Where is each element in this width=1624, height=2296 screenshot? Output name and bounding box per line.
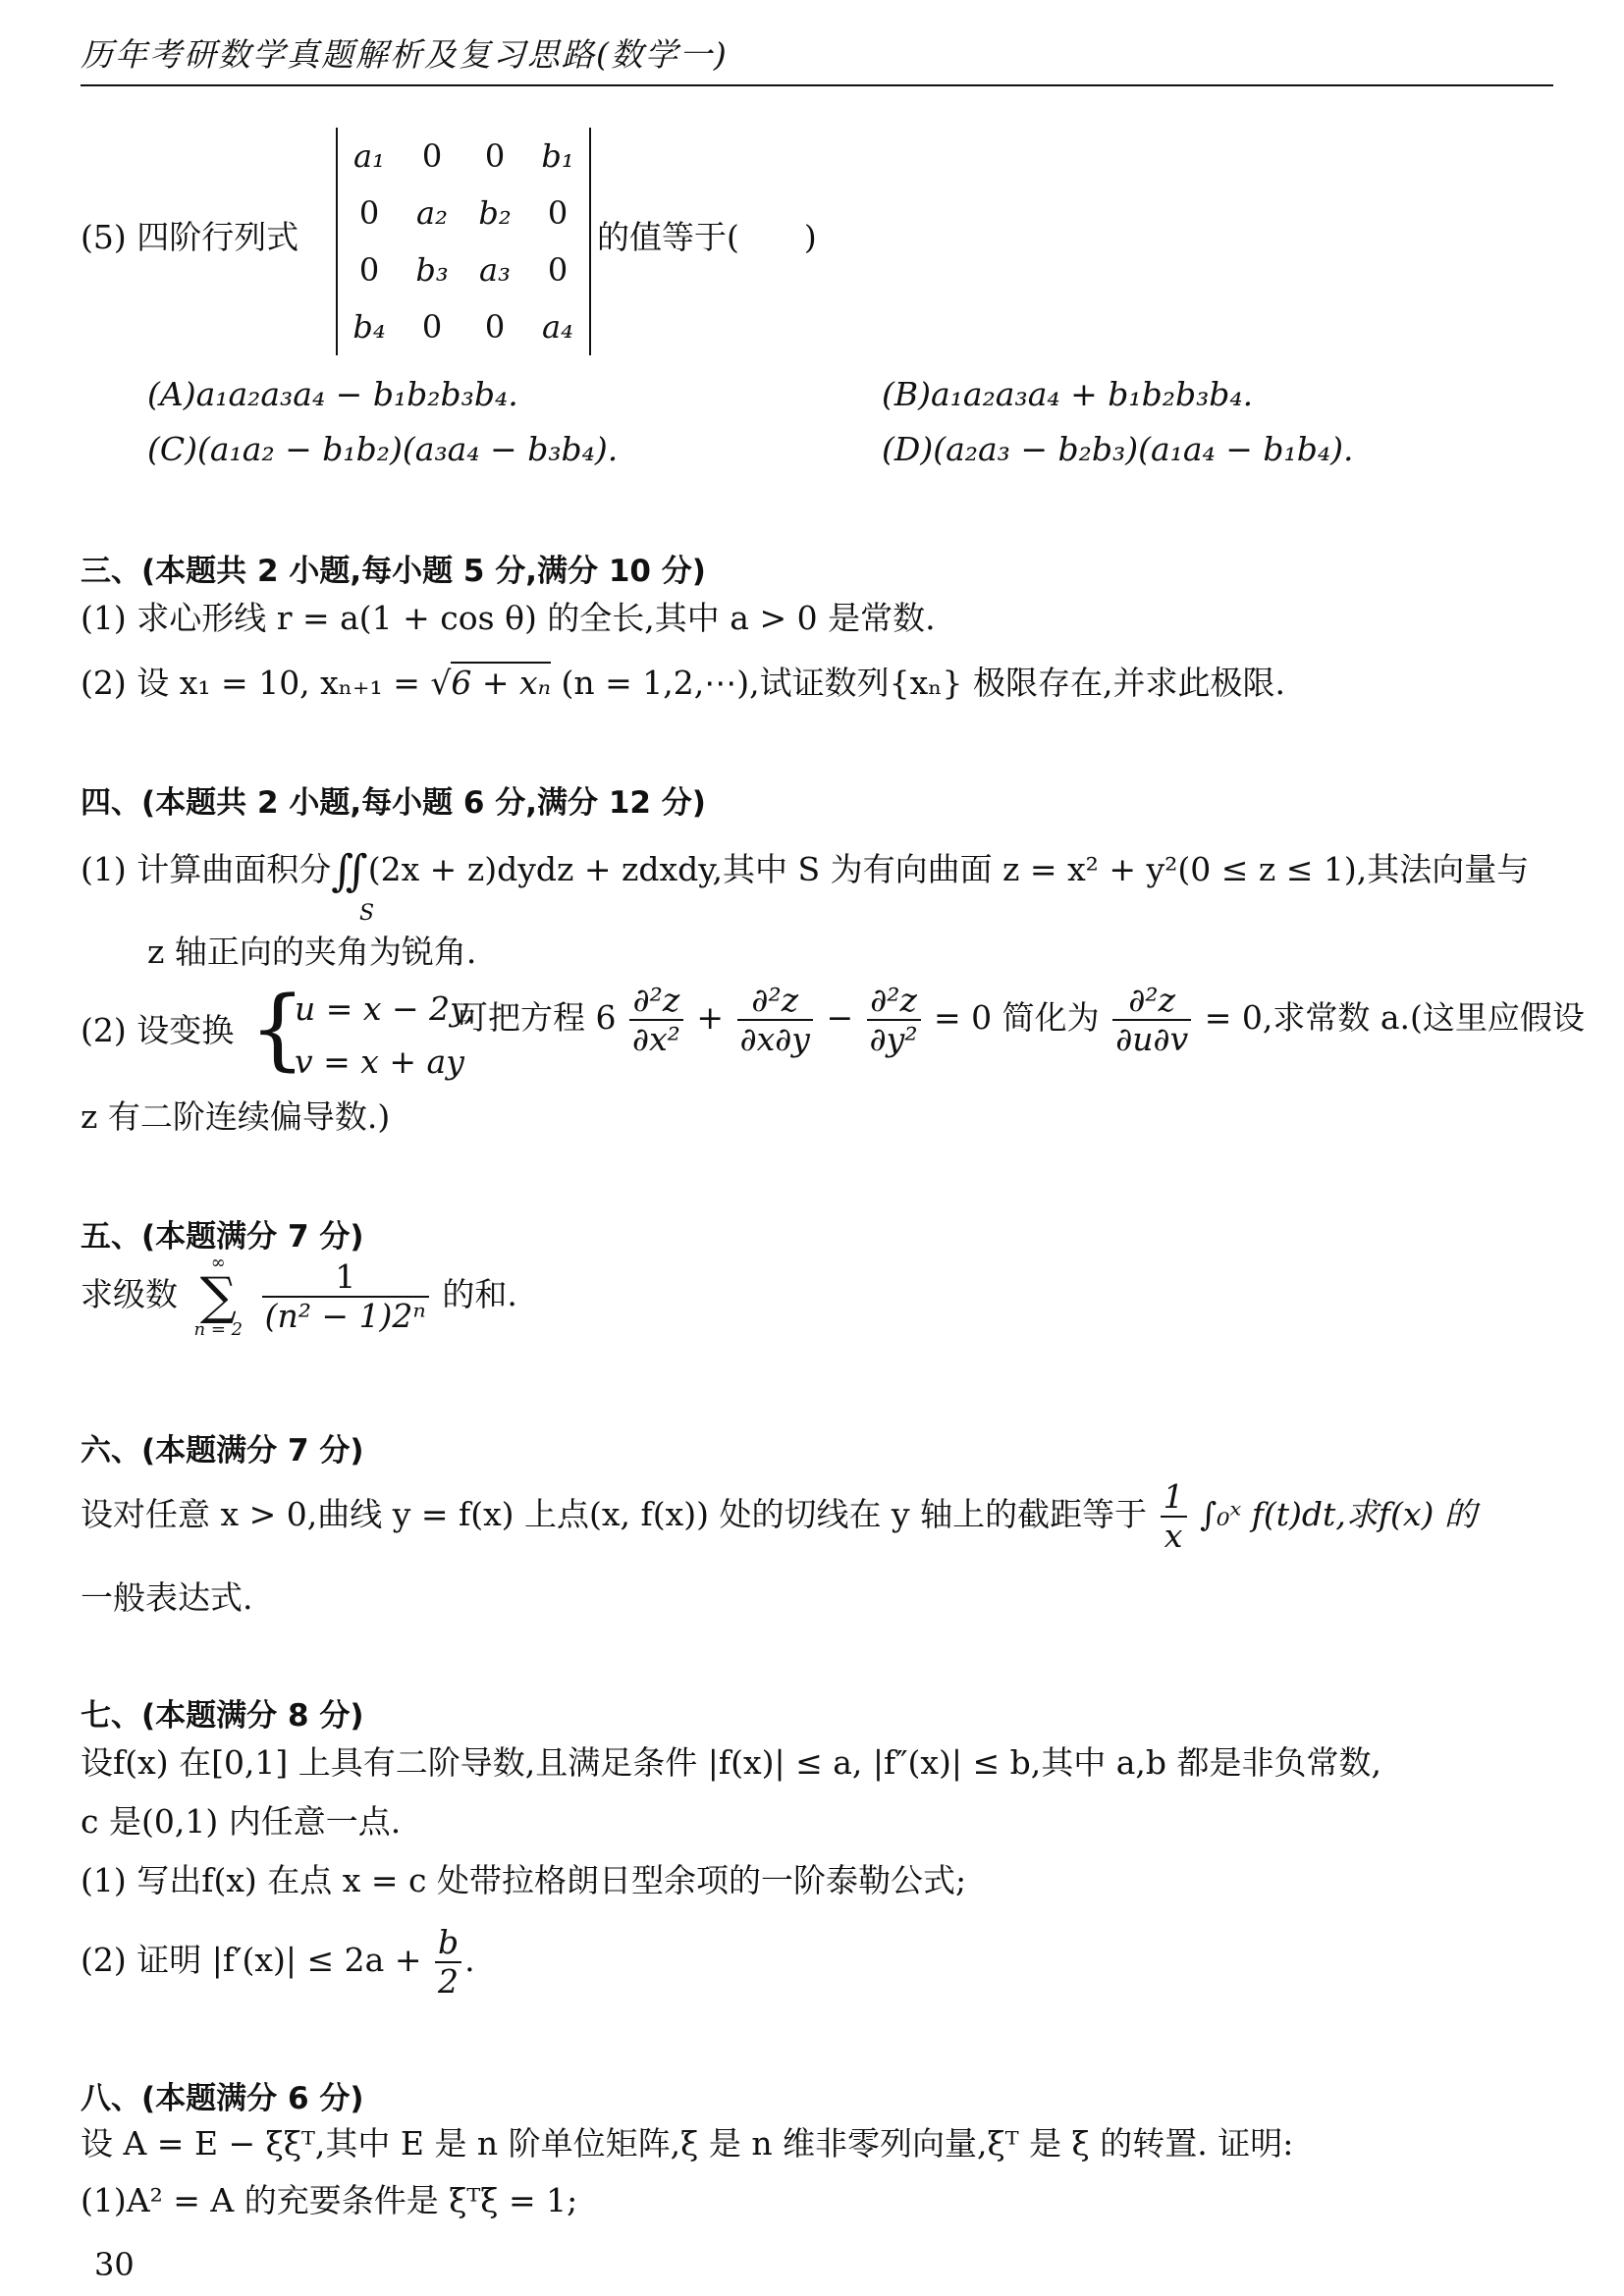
matrix-cell: a₃ (479, 251, 511, 289)
sec3-q2-end: (n = 1,2,⋯),试证数列{xₙ} 极限存在,并求此极限. (561, 664, 1285, 702)
section-4-heading: 四、(本题共 2 小题,每小题 6 分,满分 12 分) (81, 785, 706, 821)
sec4-q2-tail: = 0,求常数 a.(这里应假设 (1204, 998, 1585, 1037)
sec7-q1: (1) 写出f(x) 在点 x = c 处带拉格朗日型余项的一阶泰勒公式; (81, 1861, 967, 1899)
fraction-denominator: x (1164, 1517, 1183, 1555)
b-over-2-fraction (435, 1924, 461, 2001)
sigma-symbol: ∑ (199, 1267, 237, 1326)
sec4-q2-start: (2) 设变换 (81, 1011, 235, 1049)
fraction-d2z-dy2 (867, 982, 921, 1058)
section-3-heading: 三、(本题共 2 小题,每小题 5 分,满分 10 分) (81, 554, 706, 589)
matrix-cell: b₃ (415, 251, 449, 289)
sec7-q2 (81, 1924, 475, 2001)
sec4-q2-simplify: = 0 简化为 (934, 998, 1100, 1037)
q5-suffix: 的值等于( ) (597, 218, 817, 256)
sec6-text-start: 设对任意 x > 0,曲线 y = f(x) 上点(x, f(x)) 处的切线在 y 轴上的截距等于 (81, 1495, 1148, 1533)
fraction-denominator: ∂x² (632, 1020, 680, 1058)
section-7-heading: 七、(本题满分 8 分) (81, 1698, 364, 1734)
sec3-q2-start: (2) 设 x₁ = 10, xₙ₊₁ = (81, 664, 420, 702)
header-rule (81, 84, 1553, 86)
sec7-line-1: 设f(x) 在[0,1] 上具有二阶导数,且满足条件 |f(x)| ≤ a, |f″(x)| ≤ b,其中 a,b 都是非负常数, (81, 1743, 1381, 1782)
sec4-q1 (81, 846, 1530, 896)
sec3-q2 (81, 664, 1285, 703)
running-header: 历年考研数学真题解析及复习思路(数学一) (81, 35, 729, 74)
sec6-line-2: 一般表达式. (81, 1578, 253, 1617)
determinant-matrix (336, 128, 591, 355)
matrix-cell: b₂ (478, 194, 512, 232)
sum-lower-limit: n = 2 (193, 1319, 244, 1340)
sec6-integral: ∫₀ˣ f(t)dt,求f(x) 的 (1200, 1495, 1477, 1533)
fraction-numerator: ∂²z (629, 982, 683, 1021)
sec5-body (81, 1255, 517, 1339)
system-eq-2: v = x + ay (295, 1042, 464, 1081)
q5-prefix: (5) 四阶行列式 (81, 218, 299, 256)
matrix-cell: 0 (547, 194, 568, 232)
sqrt-radicand: 6 + xₙ (451, 664, 551, 702)
sec4-q2-equation (456, 982, 1585, 1058)
sec4-q1-cont: z 轴正向的夹角为锐角. (147, 933, 477, 971)
fraction-denominator: 2 (438, 1962, 460, 2001)
sum-upper-limit: ∞ (210, 1253, 226, 1273)
double-integral-symbol: ∬ (331, 846, 368, 896)
matrix-cell: 0 (484, 308, 506, 346)
option-c: (C)(a₁a₂ − b₁b₂)(a₃a₄ − b₃b₄). (147, 430, 619, 468)
fraction-d2z-dudv (1112, 982, 1191, 1058)
sec7-line-2: c 是(0,1) 内任意一点. (81, 1802, 402, 1841)
matrix-cell: a₁ (353, 137, 385, 175)
fraction-denominator: ∂y² (869, 1020, 918, 1058)
page-number: 30 (94, 2246, 135, 2283)
sec5-text-end: 的和. (442, 1275, 517, 1313)
sec4-q2-text: 可把方程 6 (456, 998, 617, 1037)
matrix-cell: b₄ (352, 308, 386, 346)
integral-subscript: S (359, 901, 375, 926)
section-5-heading: 五、(本题满分 7 分) (81, 1219, 364, 1255)
option-b: (B)a₁a₂a₃a₄ + b₁b₂b₃b₄. (882, 375, 1254, 413)
left-brace: { (249, 978, 306, 1081)
matrix-cell: 0 (484, 137, 506, 175)
plus-sign: + (696, 998, 725, 1037)
matrix-cell: 0 (421, 308, 443, 346)
fraction-denominator: (n² − 1)2ⁿ (264, 1297, 426, 1335)
series-term-fraction (262, 1258, 429, 1335)
summation (194, 1255, 244, 1339)
fraction-denominator: ∂x∂y (739, 1020, 810, 1058)
sec7-q2-start: (2) 证明 |f′(x)| ≤ 2a + (81, 1941, 422, 1979)
sec6-line-1 (81, 1478, 1477, 1555)
sec8-line-1: 设 A = E − ξξᵀ,其中 E 是 n 阶单位矩阵,ξ 是 n 维非零列向量,ξᵀ 是 ξ 的转置. 证明: (81, 2124, 1294, 2163)
option-a: (A)a₁a₂a₃a₄ − b₁b₂b₃b₄. (147, 375, 518, 413)
matrix-cell: a₂ (416, 194, 448, 232)
matrix-cell: b₁ (541, 137, 574, 175)
sec3-q1: (1) 求心形线 r = a(1 + cos θ) 的全长,其中 a > 0 是常数. (81, 599, 936, 637)
fraction-numerator: ∂²z (1112, 982, 1191, 1021)
fraction-d2z-dxdy (737, 982, 813, 1058)
sec4-q1-rest: (2x + z)dydz + zdxdy,其中 S 为有向曲面 z = x² + y²(0 ≤ z ≤ 1),其法向量与 (367, 850, 1530, 888)
one-over-x-fraction (1161, 1478, 1187, 1555)
fraction-d2z-dx2 (629, 982, 683, 1058)
option-d: (D)(a₂a₃ − b₂b₃)(a₁a₄ − b₁b₄). (882, 430, 1354, 468)
sec8-q1: (1)A² = A 的充要条件是 ξᵀξ = 1; (81, 2181, 578, 2219)
fraction-numerator: b (435, 1924, 461, 1963)
fraction-numerator: 1 (262, 1258, 429, 1298)
sec5-text-start: 求级数 (81, 1275, 178, 1313)
fraction-numerator: ∂²z (867, 982, 921, 1021)
fraction-denominator: ∂u∂v (1115, 1020, 1189, 1058)
matrix-cell: 0 (358, 251, 380, 289)
sec4-q2-cont: z 有二阶连续偏导数.) (81, 1097, 391, 1136)
sec4-q1-start: (1) 计算曲面积分 (81, 850, 332, 888)
fraction-numerator: 1 (1161, 1478, 1187, 1518)
minus-sign: − (826, 998, 854, 1037)
section-8-heading: 八、(本题满分 6 分) (81, 2081, 364, 2116)
matrix-cell: 0 (358, 194, 380, 232)
fraction-numerator: ∂²z (737, 982, 813, 1021)
matrix-cell: 0 (421, 137, 443, 175)
sqrt-symbol: √ (430, 664, 452, 702)
system-eq-1: u = x − 2y, (295, 989, 474, 1028)
matrix-cell: a₄ (542, 308, 573, 346)
matrix-cell: 0 (547, 251, 568, 289)
sec7-q2-end: . (464, 1941, 475, 1979)
section-6-heading: 六、(本题满分 7 分) (81, 1433, 364, 1468)
